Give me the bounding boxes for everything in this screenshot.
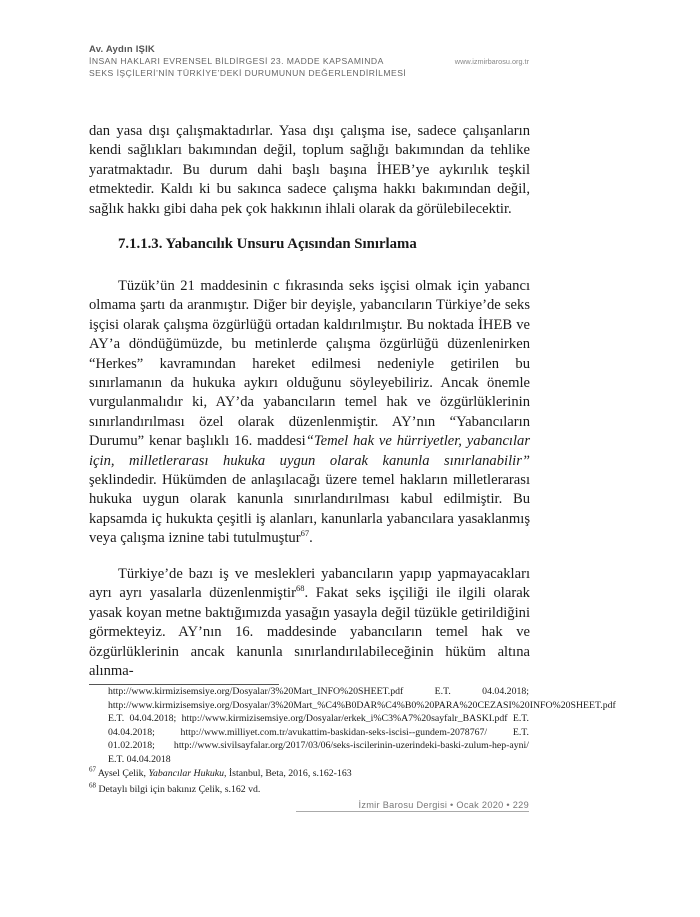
section-heading: 7.1.1.3. Yabancılık Unsuru Açısından Sınırlama (118, 236, 417, 252)
header-author: Av. Aydın IŞIK (89, 44, 155, 55)
paragraph-text: Türkiye’de bazı iş ve meslekleri yabancıların yapıp yapmayacakları ayrı ayrı yasalarla düzenlenmiştir (89, 566, 530, 602)
footnote-68: $^{68}$ Detaylı bilgi için bakınız Çelik, s.162 vd. (89, 781, 261, 795)
paragraph-continued: dan yasa dışı çalışmaktadırlar. Yasa dışı çalışma ise, sadece çalışanların kendi sağlıkları bakımından değil, toplum sağlığı bakımından da tehlike yaratmaktadır. Bu durum dahi başlı başına İHEB’ye aykırılık teşkil etmektedir. Kaldı ki bu sakınca sadece çalışma hakkı bakımından değil, sağlık hakkı gibi daha pek çok hakkının ihlali olarak da görülebilecektir. (89, 123, 530, 217)
header-title-line-1: İNSAN HAKLARI EVRENSEL BİLDİRGESİ 23. MADDE KAPSAMINDA (89, 56, 384, 66)
paragraph-occupation-laws (89, 565, 530, 681)
constitution-quote: “Temel hak ve hürriyetler, yabancılar için, milletlerarası hukuka uygun olarak kanunla sınırlanabilir” (89, 433, 531, 469)
paragraph-foreign-restriction: Tüzük’ün 21 maddesinin c fıkrasında seks işçisi olmak için yabancı olmama şartı da aranmıştır. Diğer bir deyişle, yabancıların Türkiye’de seks işçisi olarak çalışma özgürlüğü ortadan kaldırılmıştır. Bu noktada İHEB ve AY’a döndüğümüzde, bu metinlerde çalışma özgürlüğü düzenlenirken “Herkes” kavramından hareket edilmesi nedeniyle getirilen bu sınırlamanın da hukuka aykırı olduğunu söyleyebiliriz. Ancak önemle vurgulanmalıdır ki, AY’da yabancıların temel hak ve özgürlüklerinin sınırlandırılması özel olarak düzenlenmiştir. AY’nın “Yabancıların Durumu” kenar başlıklı 16. maddesi“Temel hak ve hürriyetler, yabancılar için, milletlerarası hukuka uygun olarak kanunla sınırlanabilir” şeklindedir. Hükümden de anlaşılacağı üzere temel hakların milletlerarası hukuka uygun olarak kanunla sınırlandırılması kabul edilmiştir. Bu kapsamda iç hukukta çeşitli iş alanları, kanunlarla yabancılara yasaklanmış veya çalışma iznine tabi tutulmuştur$^{67}$. (89, 278, 531, 547)
page-footer: İzmir Barosu Dergisi • Ocak 2020 • 229 (358, 800, 529, 810)
paragraph-text: şeklindedir. Hükümden de anlaşılacağı üzere temel hakların milletlerarası hukuka uygun olarak kanunla sınırlandırılması kabul edilmiştir. Bu kapsamda iç hukukta çeşitli iş alanları, kanunlarla yabancılara yasaklanmış veya çalışma iznine tabi tutulmuştur (89, 472, 530, 547)
header-url[interactable]: www.izmirbarosu.org.tr (454, 57, 529, 66)
footnote-67: $^{67}$ Aysel Çelik, Yabancılar Hukuku, İstanbul, Beta, 2016, s.162-163 (89, 765, 352, 779)
footnote-ref-68[interactable]: 68 (295, 583, 305, 594)
header-title-line-2: SEKS İŞÇİLERİ’NİN TÜRKİYE’DEKİ DURUMUNUN DEĞERLENDİRİLMESİ (89, 68, 407, 78)
paragraph-text: . Fakat seks işçiliği ile ilgili olarak yasak koyan metne baktığımızda yasağın yasayla değil tüzükle getirildiğini görmekteyiz. AY’nın 16. maddesinde yabancıların temel hak ve özgürlüklerinin ancak kanunla sınırlandırılabileceğinin hüküm altına alınma- (89, 585, 530, 680)
footnote-links[interactable]: http://www.kirmizisemsiye.org/Dosyalar/3%20Mart_INFO%20SHEET.pdf E.T. 04.04.2018; http://www.kirmizisemsiye.org/Dosyalar/3%20Mart_%C4%B0DAR%C4%B0%20PARA%20CEZASI%20INFO%20SHEET.pdf E.T. 04.04.2018; http://www.kirmizisemsiye.org/Dosyalar/erkek_i%C3%A7%20sayfalr_BASKI.pdf E.T. 04.04.2018; http://www.milliyet.com.tr/avukattim-baskidan-seks-iscisi--gundem-2078767/ E.T. 01.02.2018; http://www.sivilsayfalar.org/2017/03/06/seks-iscilerinin-uzerindeki-baski-zulum-hep-ayni/ E.T. 04.04.2018 (108, 686, 616, 765)
paragraph-text: Tüzük’ün 21 maddesinin c fıkrasında seks işçisi olmak için yabancı olmama şartı da aranmıştır. Diğer bir deyişle, yabancıların Türkiye’de seks işçisi olarak çalışma özgürlüğü ortadan kaldırılmıştır. Bu noktada İHEB ve AY’a döndüğümüzde, bu metinlerde çalışma özgürlüğü düzenlenirken “Herkes” kavramından hareket edilmesi nedeniyle getirilen bu sınırlamanın da hukuka aykırı olduğunu söyleyebiliriz. Ancak önemle vurgulanmalıdır ki, AY’da yabancıların temel hak ve özgürlüklerinin sınırlandırılması özel olarak düzenlenmiştir. AY’nın “Yabancıların Durumu” kenar başlıklı 16. maddesi (89, 278, 530, 450)
footnote-ref-67[interactable]: 67 (300, 528, 310, 539)
footer-divider (296, 811, 529, 812)
running-header (89, 44, 529, 79)
